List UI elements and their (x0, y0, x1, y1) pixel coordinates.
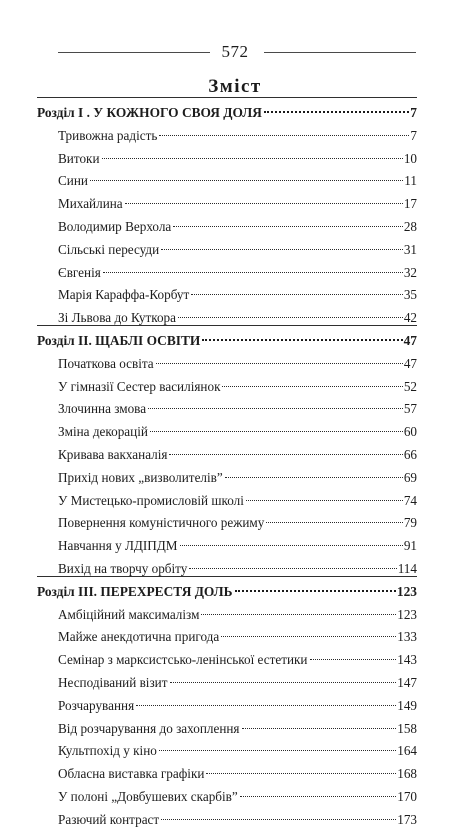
header-rule-right (264, 52, 416, 53)
entry-title: Сини (58, 173, 88, 188)
section-title: Розділ ІІІ. ПЕРЕХРЕСТЯ ДОЛЬ (37, 584, 233, 599)
dot-leader (190, 281, 403, 299)
dot-leader (205, 760, 396, 778)
toc-entry (58, 213, 417, 234)
dot-leader (169, 669, 397, 687)
entry-title: У гімназії Сестер василіянок (58, 379, 221, 394)
entry-title: Володимир Верхола (58, 219, 172, 234)
page-number: 572 (221, 42, 249, 61)
toc-entry (58, 145, 417, 166)
dot-leader (179, 532, 403, 550)
dot-leader (135, 692, 396, 710)
toc-entry (58, 122, 417, 143)
entry-title: Вихід на творчу орбіту (58, 561, 188, 576)
page-ref: 147 (397, 675, 417, 690)
toc-entry (58, 441, 417, 462)
entry-title: Розчарування (58, 698, 135, 713)
page-ref: 52 (403, 379, 417, 394)
dot-leader (149, 418, 403, 436)
dot-leader (234, 578, 396, 596)
page-ref: 123 (397, 607, 417, 622)
toc-entry (58, 737, 417, 758)
section-rule (37, 576, 417, 577)
page-ref: 123 (396, 584, 417, 599)
entry-title: Початкова освіта (58, 356, 154, 371)
dot-leader (265, 509, 402, 527)
entry-title: Обласна виставка графіки (58, 766, 205, 781)
page-ref: 47 (403, 333, 417, 348)
toc-entry (58, 373, 417, 394)
toc-entry (58, 623, 417, 644)
entry-title: Михайлина (58, 196, 123, 211)
section-title: Розділ І . У КОЖНОГО СВОЯ ДОЛЯ (37, 105, 262, 120)
toc-entry (58, 487, 417, 508)
toc-entry (58, 646, 417, 667)
page-ref: 47 (403, 356, 417, 371)
page-ref: 10 (403, 151, 417, 166)
entry-title: Від розчарування до захоплення (58, 721, 240, 736)
entry-title: Повернення комуністичного режиму (58, 515, 265, 530)
dot-leader (160, 236, 403, 254)
entry-title: Разючий контраст (58, 812, 160, 827)
toc-section-heading (37, 99, 417, 120)
page-ref: 66 (403, 447, 417, 462)
toc-entry (58, 601, 417, 622)
entry-title: У полоні „Довбушевих скарбів” (58, 789, 238, 804)
page-ref: 42 (403, 310, 417, 325)
toc-entry (58, 464, 417, 485)
toc-entry (58, 555, 417, 576)
toc-entry (58, 669, 417, 690)
dot-leader (147, 395, 403, 413)
section-rule (37, 325, 417, 326)
toc-entry (58, 715, 417, 736)
entry-title: Амбіційний максималізм (58, 607, 200, 622)
toc-entry (58, 236, 417, 257)
toc-title: Зміст (208, 76, 262, 97)
toc-entry (58, 806, 417, 827)
page-ref: 31 (403, 242, 417, 257)
dot-leader (201, 327, 402, 345)
page-ref: 17 (403, 196, 417, 211)
toc-entry (58, 783, 417, 804)
page-ref: 11 (404, 173, 417, 188)
dot-leader (155, 350, 403, 368)
entry-title: Несподіваний візит (58, 675, 168, 690)
dot-leader (102, 259, 403, 277)
dot-leader (168, 441, 402, 459)
entry-title: Прихід нових „визволителів” (58, 470, 223, 485)
dot-leader (158, 122, 409, 140)
toc-entry (58, 395, 417, 416)
entry-title: Витоки (58, 151, 100, 166)
entry-title: У Мистецько-промисловій школі (58, 493, 244, 508)
entry-title: Злочинна змова (58, 401, 147, 416)
page-ref: 69 (403, 470, 417, 485)
dot-leader (224, 464, 403, 482)
page-ref: 57 (403, 401, 417, 416)
page-ref: 28 (403, 219, 417, 234)
toc-entry (58, 190, 417, 211)
page-ref: 7 (410, 128, 417, 143)
page-ref: 164 (397, 743, 417, 758)
entry-title: Навчання у ЛДІПДМ (58, 538, 178, 553)
entry-title: Зі Львова до Куткора (58, 310, 176, 325)
dot-leader (200, 601, 396, 619)
entry-title: Семінар з марксистсько-ленінської естетики (58, 652, 308, 667)
page-ref: 35 (403, 287, 417, 302)
page-ref: 133 (397, 629, 417, 644)
toc-entry (58, 167, 417, 188)
dot-leader (124, 190, 403, 208)
toc-section-heading (37, 327, 417, 348)
entry-title: Кривава вакханалія (58, 447, 168, 462)
dot-leader (160, 806, 396, 824)
toc-entry (58, 418, 417, 439)
dot-leader (177, 304, 403, 322)
toc-section-heading (37, 578, 417, 599)
dot-leader (239, 783, 396, 801)
entry-title: Сільські пересуди (58, 242, 160, 257)
page-ref: 170 (397, 789, 417, 804)
dot-leader (89, 167, 403, 185)
dot-leader (241, 715, 397, 733)
dot-leader (158, 737, 396, 755)
dot-leader (263, 99, 409, 117)
toc-entry (58, 304, 417, 325)
dot-leader (221, 373, 402, 391)
page-ref: 168 (397, 766, 417, 781)
page-ref: 74 (403, 493, 417, 508)
entry-title: Марія Караффа-Корбут (58, 287, 190, 302)
toc-entry (58, 760, 417, 781)
toc-entry (58, 281, 417, 302)
toc-entry (58, 532, 417, 553)
page-ref: 91 (403, 538, 417, 553)
entry-title: Майже анекдотична пригода (58, 629, 220, 644)
dot-leader (188, 555, 396, 573)
toc-entry (58, 350, 417, 371)
page-ref: 173 (397, 812, 417, 827)
toc-entry (58, 259, 417, 280)
entry-title: Євгенія (58, 265, 101, 280)
toc-entry (58, 692, 417, 713)
entry-title: Культпохід у кіно (58, 743, 157, 758)
dot-leader (172, 213, 403, 231)
dot-leader (245, 487, 403, 505)
page-ref: 158 (397, 721, 417, 736)
page-ref: 32 (403, 265, 417, 280)
entry-title: Зміна декорацій (58, 424, 148, 439)
page-ref: 7 (410, 105, 417, 120)
dot-leader (101, 145, 403, 163)
dot-leader (220, 623, 396, 641)
page-ref: 79 (403, 515, 417, 530)
toc-entry (58, 509, 417, 530)
dot-leader (309, 646, 397, 664)
page-ref: 60 (403, 424, 417, 439)
page-ref: 149 (397, 698, 417, 713)
section-title: Розділ ІІ. ЩАБЛІ ОСВІТИ (37, 333, 201, 348)
page-ref: 143 (397, 652, 417, 667)
entry-title: Тривожна радість (58, 128, 158, 143)
page-ref: 114 (397, 561, 417, 576)
section-rule (37, 97, 417, 98)
